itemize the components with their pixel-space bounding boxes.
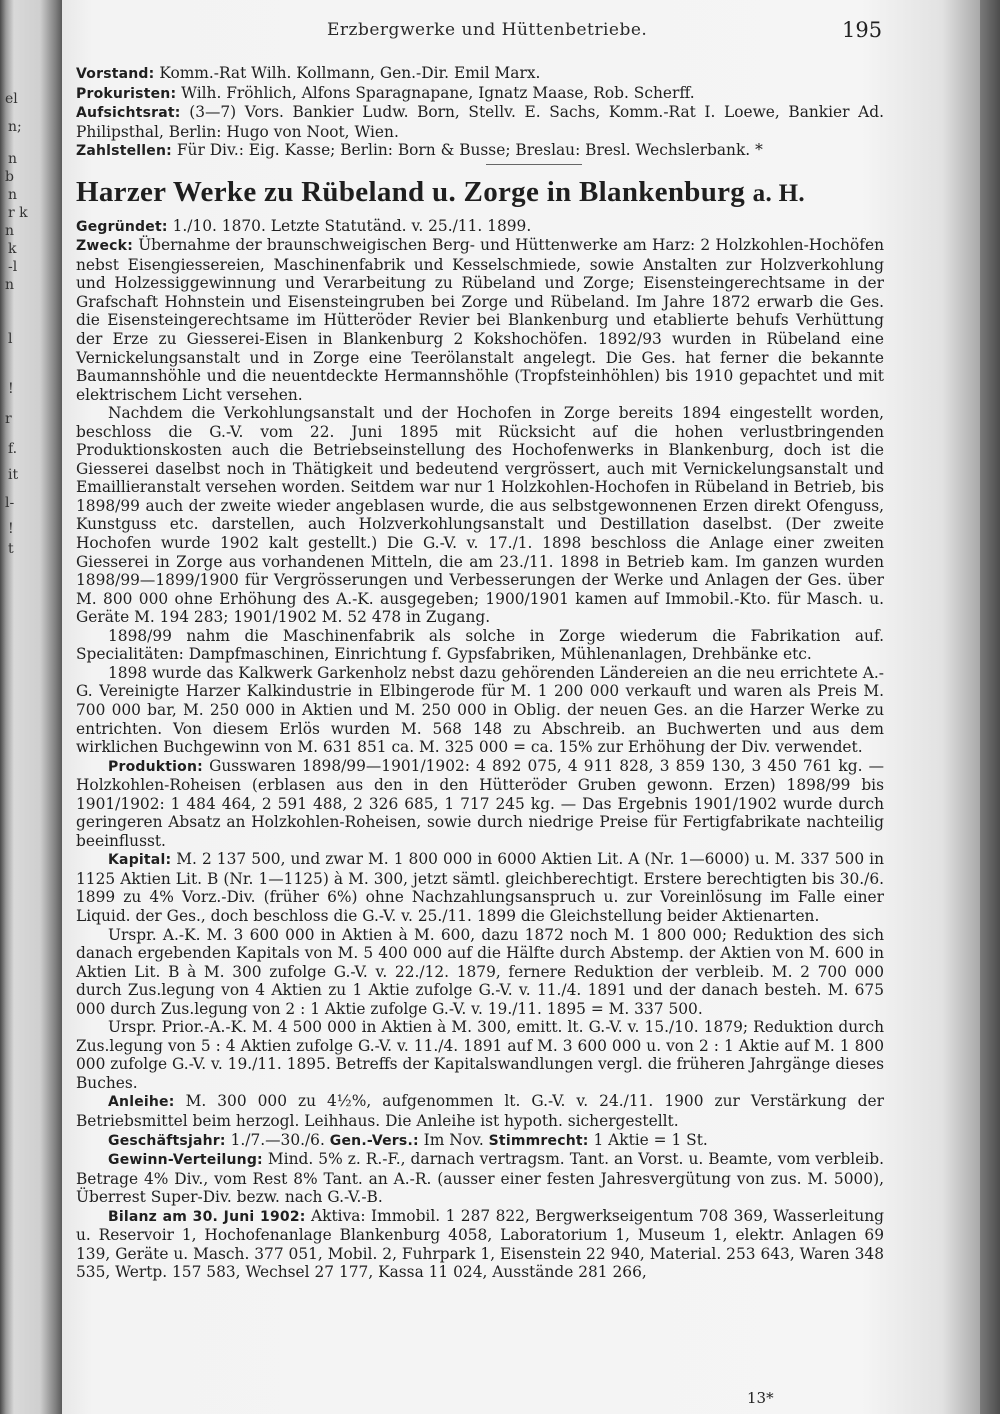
bilanz-text: Aktiva: Immobil. 1 287 822, Bergwerkseigentum 708 369, Wasserleitung u. Reservoir 1, Hochofenanlage Blankenburg 4058, Laboratorium 1, Museum 1, elektr. Anlagen 69 139, Geräte u. Masch. 377 051, Mobil. 2, Fuhrpark 1, Eisenstein 22 940, Material. 253 643, Waren 348 535, Wertp. 157 583, Wechsel 27 177, Kassa 11 024, Ausstände 281 266, <box>76 1206 884 1282</box>
gewinn-verteilung-label: Gewinn-Verteilung: <box>108 1152 263 1169</box>
adjacent-page-strip <box>0 0 62 1414</box>
anleihe-entry <box>76 1092 884 1130</box>
kapital-entry <box>76 850 884 925</box>
produktion-entry <box>76 757 884 851</box>
bilanz-entry <box>76 1207 884 1282</box>
margin-fragment: n <box>8 151 18 167</box>
gen-vers-text: Im Nov. <box>423 1130 484 1149</box>
aufsichtsrat-text: (3—7) Vors. Bankier Ludw. Born, Stellv. E. Sachs, Komm.-Rat I. Loewe, Bankier Ad. Philipsthal, Berlin: Hugo von Noot, Wien. <box>76 103 884 141</box>
gegruendet-label: Gegründet: <box>76 218 168 235</box>
zahlstellen-label: Zahlstellen: <box>76 143 172 160</box>
prokuristen-text: Wilh. Fröhlich, Alfons Sparagnapane, Ignatz Maase, Rob. Scherff. <box>181 83 695 102</box>
zahlstellen-entry <box>76 141 884 161</box>
stimmrecht-text: 1 Aktie = 1 St. <box>593 1130 708 1149</box>
margin-fragment: n <box>8 187 18 203</box>
gegruendet-entry <box>76 217 884 237</box>
zweck-label: Zweck: <box>76 238 133 255</box>
geschaeftsjahr-entry <box>76 1131 884 1151</box>
margin-fragment: -l <box>8 259 18 275</box>
geschaeftsjahr-label: Geschäftsjahr: <box>108 1132 226 1149</box>
geschaeftsjahr-text: 1./7.—30./6. <box>230 1130 325 1149</box>
running-head: Erzbergwerke und Hüttenbetriebe. <box>327 20 648 40</box>
company-title-suffix: a. H. <box>752 179 805 207</box>
urspr-ak-paragraph: Urspr. A.-K. M. 3 600 000 in Aktien à M. 600, dazu 1872 noch M. 1 800 000; Reduktion des sich danach ergebenden Kapitals von M. 5 400 000 auf die Hälfte durch Abstemp. der Aktien von M. 600 in Aktien Lit. B à M. 300 zufolge G.-V. v. 22./12. 1879, fernere Reduktion der verbleib. M. 2 700 000 durch Zus.legung von 4 Aktien zu 1 Aktie zufolge G.-V. v. 11./4. 1891 und der danach besteh. M. 675 000 durch Zus.legung von 2 : 1 Aktie zufolge G.-V. v. 19./11. 1895 = M. 337 500. <box>76 925 884 1018</box>
gegruendet-text: 1./10. 1870. Letzte Statutänd. v. 25./11. 1899. <box>172 216 532 235</box>
prokuristen-label: Prokuristen: <box>76 85 177 102</box>
zahlstellen-text: Für Div.: Eig. Kasse; Berlin: Born & Busse; Breslau: Bresl. Wechslerbank. * <box>176 141 763 160</box>
margin-fragment: r <box>5 411 12 427</box>
margin-fragment: n <box>5 223 15 239</box>
margin-fragment: b <box>5 169 14 185</box>
section-divider <box>486 164 582 165</box>
anleihe-label: Anleihe: <box>108 1094 175 1111</box>
company-title-main: Harzer Werke zu Rübeland u. Zorge in Blankenburg <box>76 175 746 208</box>
prokuristen-entry <box>76 84 884 104</box>
paragraph-1898-99: 1898/99 nahm die Maschinenfabrik als solche in Zorge wiederum die Fabrikation auf. Specialitäten: Dampfmaschinen, Einrichtung f. Gypsfabriken, Mühlenanlagen, Drehbänke etc. <box>76 626 884 664</box>
margin-fragment: n; <box>8 119 22 135</box>
margin-fragment: it <box>8 467 19 483</box>
margin-fragment: k <box>8 241 17 257</box>
vorstand-text: Komm.-Rat Wilh. Kollmann, Gen.-Dir. Emil Marx. <box>159 64 541 82</box>
margin-fragment: f. <box>8 441 18 457</box>
margin-fragment: l <box>8 331 13 347</box>
produktion-label: Produktion: <box>108 758 203 775</box>
margin-fragment: el <box>5 91 18 107</box>
margin-fragment: l- <box>5 495 15 511</box>
book-edge <box>980 0 1000 1414</box>
urspr-prior-paragraph: Urspr. Prior.-A.-K. M. 4 500 000 in Aktien à M. 300, emitt. lt. G.-V. v. 15./10. 1879; Reduktion durch Zus.legung von 5 : 4 Aktien zufolge G.-V. v. 11./4. 1891 auf M. 3 600 000 u. von 2 : 1 Aktie auf M. 1 800 000 zufolge G.-V. v. 19./11. 1895. Betreffs der Kapitalswandlungen vergl. die früheren Jahrgänge dieses Buches. <box>76 1018 884 1092</box>
gewinn-verteilung-entry <box>76 1150 884 1207</box>
signature-mark: 13* <box>747 1389 774 1407</box>
kapital-text: M. 2 137 500, und zwar M. 1 800 000 in 6000 Aktien Lit. A (Nr. 1—6000) u. M. 337 500 in 1125 Aktien Lit. B (Nr. 1—1125) à M. 300, jetzt sämtl. gleichberechtigt. Erstere berechtigten bis 30./6. 1899 zu 4% Vorz.-Div. (früher 6%) ohne Nachzahlungsanspruch u. zur Voreinlösung im Falle einer Liquid. der Ges., doch beschloss die G.-V. v. 25./11. 1899 die Gleichstellung beider Aktienarten. <box>76 850 884 925</box>
vorstand-label: Vorstand: <box>76 66 155 82</box>
page-body <box>76 64 884 1282</box>
page-number: 195 <box>842 18 883 42</box>
margin-fragment: t <box>8 541 14 557</box>
gewinn-verteilung-text: Mind. 5% z. R.-F., darnach vertragsm. Tant. an Vorst. u. Beamte, vom verbleib. Betrage 4% Div., vom Rest 8% Tant. an A.-R. (ausser einer festen Jahresvergütung von zus. M. 5000), Überrest Super-Div. bezw. nach G.-V.-B. <box>76 1150 884 1207</box>
aufsichtsrat-entry <box>76 103 884 141</box>
company-title <box>76 175 884 211</box>
anleihe-text: M. 300 000 zu 4½%, aufgenommen lt. G.-V. v. 24./11. 1900 zur Verstärkung der Betriebsmittel beim herzogl. Leihhaus. Die Anleihe ist hypoth. sichergestellt. <box>76 1092 884 1130</box>
kapital-label: Kapital: <box>108 852 172 869</box>
gen-vers-label: Gen.-Vers.: <box>329 1132 419 1149</box>
aufsichtsrat-label: Aufsichtsrat: <box>76 105 181 122</box>
paragraph-1894: Nachdem die Verkohlungsanstalt und der Hochofen in Zorge bereits 1894 eingestellt worden, beschloss die G.-V. vom 22. Juni 1895 mit Rücksicht auf die hohen verlustbringenden Produktionskosten auch die Betriebseinstellung des Hochofenwerks in Blankenburg, doch ist die Giesserei daselbst noch in Thätigkeit und bedeutend vergrössert, auch mit Vernickelungsanstalt und Emaillieranstalt versehen worden. Seitdem war nur 1 Holzkohlen-Hochofen in Rübeland in Betrieb, bis 1898/99 auch der zweite wieder angeblasen wurde, die aus selbstgewonnenen Erzen direkt Ofenguss, Kunstguss etc. darstellen, auch Holzverkohlungsanstalt und Destillation daselbst. (Der zweite Hochofen wurde 1902 kalt gestellt.) Die G.-V. v. 17./1. 1898 beschloss die Anlage einer zweiten Giesserei in Zorge aus vorhandenen Mitteln, die am 23./11. 1898 in Betrieb kam. Im ganzen wurden 1898/99—1899/1900 für Vergrösserungen und Verbesserungen der Werke und Anlagen der Ges. über M. 800 000 ohne Erhöhung des A.-K. ausgegeben; 1900/1901 kamen auf Immobil.-Kto. für Masch. u. Geräte M. 194 283; 1901/1902 M. 52 478 in Zugang. <box>76 404 884 627</box>
stimmrecht-label: Stimmrecht: <box>488 1132 589 1149</box>
vorstand-entry <box>76 64 884 84</box>
margin-fragment: r k <box>8 205 28 221</box>
margin-fragment: n <box>5 277 15 293</box>
zweck-text: Übernahme der braunschweigischen Berg- und Hüttenwerke am Harz: 2 Holzkohlen-Hochöfen nebst Eisengiessereien, Maschinenfabrik und Kesselschmiede, sowie Anstalten zur Holzverkohlung und Holzessiggewinnung und Verarbeitung zu Rübeland und Zorge; Eisensteingerechtsame in der Grafschaft Hohnstein und Eisensteingruben bei Zorge und Rübeland. Im Jahre 1872 erwarb die Ges. die Eisensteingerechtsame im Hütteröder Revier bei Blankenburg und etablierte behufs Verhüttung der Erze zu Giesserei-Eisen in Blankenburg 2 Kokshochöfen. 1892/93 wurden in Rübeland eine Vernickelungsanstalt und in Zorge eine Teerölanstalt angelegt. Die Ges. hat ferner die bekannte Baumannshöhle und die neuentdeckte Hermannshöhle (Tropfsteinhöhlen) bis 1910 gepachtet und mit elektrischem Licht versehen. <box>76 236 884 404</box>
margin-fragment: ! <box>8 381 14 397</box>
zweck-entry <box>76 236 884 404</box>
paragraph-1898: 1898 wurde das Kalkwerk Garkenholz nebst dazu gehörenden Ländereien an die neu errichtete A.-G. Vereinigte Harzer Kalkindustrie in Elbingerode für M. 1 200 000 verkauft und waren als Preis M. 700 000 bar, M. 250 000 in Aktien und M. 250 000 in Oblig. der neuen Ges. an die Harzer Werke zu entrichten. Von diesem Erlös wurden M. 568 148 zu Abschreib. an Buchwerten und aus dem wirklichen Buchgewinn von M. 631 851 ca. M. 325 000 = ca. 15% zur Erhöhung der Div. verwendet. <box>76 663 884 757</box>
page <box>62 0 980 1414</box>
produktion-text: Gusswaren 1898/99—1901/1902: 4 892 075, 4 911 828, 3 859 130, 3 450 761 kg. — Holzkohlen-Roheisen (erblasen aus den in den Hütteröder Gruben gewonn. Erzen) 1898/99 bis 1901/1902: 1 484 464, 2 591 488, 2 326 685, 1 717 245 kg. — Das Ergebnis 1901/1902 wurde durch geringeren Absatz an Holzkohlen-Roheisen, sowie durch niedrige Preise für Fertigfabrikate nachteilig beeinflusst. <box>76 756 884 850</box>
bilanz-label: Bilanz am 30. Juni 1902: <box>108 1208 306 1225</box>
margin-fragment: ! <box>8 521 14 537</box>
page-header <box>62 18 980 46</box>
